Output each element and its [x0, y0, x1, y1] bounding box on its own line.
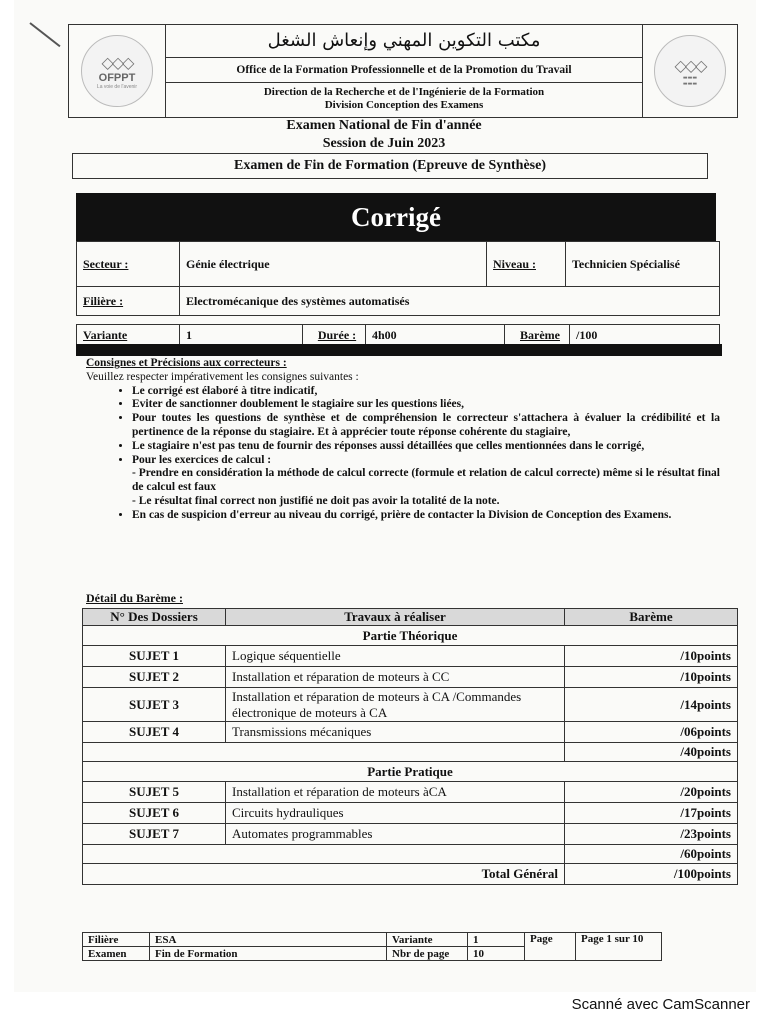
ofppt-logo-right	[642, 25, 737, 117]
table-row: SUJET 4 Transmissions mécaniques /06points	[83, 722, 738, 743]
list-item: • Pour les exercices de calcul : - Prendre en considération la méthode de calcul correcte (formule et relation de calcul correcte) même si le résultat final de calcul est faux - Le résultat final correct non justifié ne doit pas avoir la totalité de la note.	[132, 454, 720, 509]
separator-bar	[76, 344, 722, 356]
filiere-row	[76, 286, 720, 316]
list-item: • Pour toutes les questions de synthèse et de compréhension le correcteur s'attachera à évaluer la crédibilité et la pertinence de la réponse du stagiaire. Et à apprécier toute réponse cohérente du stagiaire,	[132, 412, 720, 440]
grand-total-row	[83, 864, 738, 885]
filiere-value: Electromécanique des systèmes automatisés	[186, 293, 410, 308]
footer-nbr-value: 10	[468, 947, 525, 961]
list-item: • En cas de suspicion d'erreur au niveau du corrigé, prière de contacter la Division de Conception des Examens.	[132, 509, 720, 523]
table-row: SUJET 2 Installation et réparation de moteurs à CC /10points	[83, 667, 738, 688]
consignes-heading: Consignes et Précisions aux correcteurs :	[86, 357, 287, 369]
list-item: • Eviter de sanctionner doublement le stagiaire sur les questions liées,	[132, 398, 720, 412]
total-label: Total Général	[83, 864, 565, 885]
bareme-table	[82, 608, 738, 885]
exam-session: Session de Juin 2023	[322, 136, 446, 151]
corrige-banner: Corrigé	[76, 193, 716, 241]
ofppt-logo-left	[69, 25, 166, 117]
footer-page-label: Page	[525, 933, 576, 961]
header-bareme: Barème	[565, 609, 738, 626]
pratique-total-row: /60points	[83, 845, 738, 864]
direction-line: Direction de la Recherche et de l'Ingénierie de la Formation	[263, 86, 545, 98]
table-row: SUJET 3 Installation et réparation de moteurs à CA /Commandes électronique de moteurs à CA /14points	[83, 688, 738, 722]
consignes-intro: Veuillez respecter impérativement les consignes suivantes :	[86, 370, 359, 383]
header-travaux: Travaux à réaliser	[226, 609, 565, 626]
duree-label: Durée :	[303, 325, 366, 345]
partie-pratique-label: Partie Pratique	[83, 762, 738, 782]
header-titles	[166, 25, 642, 117]
scanner-watermark: Scanné avec CamScanner	[571, 996, 750, 1013]
calc-sub-2: - Le résultat final correct non justifié ne doit pas avoir la totalité de la note.	[132, 494, 500, 507]
footer-variante-value: 1	[468, 933, 525, 947]
variante-label: Variante	[77, 325, 180, 345]
direction-block	[166, 83, 642, 117]
bareme-label: Barème	[505, 325, 570, 345]
calc-sub-1: - Prendre en considération la méthode de calcul correcte (formule et relation de calcul correcte) même si le résultat final de calcul est faux	[132, 467, 720, 494]
variante-value: 1	[180, 325, 303, 345]
arabic-title: مكتب التكوين المهني وإنعاش الشغل	[166, 25, 642, 58]
theorique-total-row: /40points	[83, 743, 738, 762]
secteur-row	[76, 241, 720, 287]
footer-examen-value: Fin de Formation	[150, 947, 387, 961]
consignes-section	[86, 357, 720, 523]
variante-row	[76, 324, 720, 346]
bareme-value: /100	[576, 327, 598, 342]
office-line: Office de la Formation Professionnelle et de la Promotion du Travail	[166, 58, 642, 83]
exam-title: Examen National de Fin d'année	[286, 118, 482, 133]
ofppt-arabic-logo-icon: ◇◇◇ ▬▬▬ ▬▬▬	[654, 35, 726, 107]
footer-nbr-label: Nbr de page	[387, 947, 468, 961]
list-item: • Le corrigé est élaboré à titre indicatif,	[132, 385, 720, 399]
secteur-value: Génie électrique	[180, 242, 487, 286]
header-dossiers: N° Des Dossiers	[83, 609, 226, 626]
exam-type: Examen de Fin de Formation (Epreuve de Synthèse)	[72, 153, 708, 179]
footer-filiere-value: ESA	[150, 933, 387, 947]
table-header-row	[83, 609, 738, 626]
table-row: SUJET 6 Circuits hydrauliques /17points	[83, 803, 738, 824]
footer-table	[82, 932, 662, 961]
footer-page-value: Page 1 sur 10	[576, 933, 662, 961]
duree-value: 4h00	[366, 325, 505, 345]
secteur-label: Secteur :	[77, 242, 180, 286]
table-row: SUJET 1 Logique séquentielle /10points	[83, 646, 738, 667]
niveau-label: Niveau :	[487, 242, 566, 286]
ofppt-logo-icon: ◇◇◇ OFPPT La voie de l'avenir	[81, 35, 153, 107]
total-value: /100points	[565, 864, 738, 885]
list-item: • Le stagiaire n'est pas tenu de fournir des réponses aussi détaillées que celles mentionnées dans le corrigé,	[132, 440, 720, 454]
filiere-label: Filière :	[77, 287, 180, 315]
footer-filiere-label: Filière	[83, 933, 150, 947]
detail-heading: Détail du Barème :	[86, 591, 183, 605]
niveau-value: Technicien Spécialisé	[572, 256, 680, 271]
consignes-list	[86, 385, 720, 523]
footer-examen-label: Examen	[83, 947, 150, 961]
division-line: Division Conception des Examens	[324, 99, 484, 111]
header-box	[68, 24, 738, 118]
footer-variante-label: Variante	[387, 933, 468, 947]
table-row: SUJET 5 Installation et réparation de moteurs àCA /20points	[83, 782, 738, 803]
table-row: SUJET 7 Automates programmables /23points	[83, 824, 738, 845]
partie-theorique-label: Partie Théorique	[83, 626, 738, 646]
